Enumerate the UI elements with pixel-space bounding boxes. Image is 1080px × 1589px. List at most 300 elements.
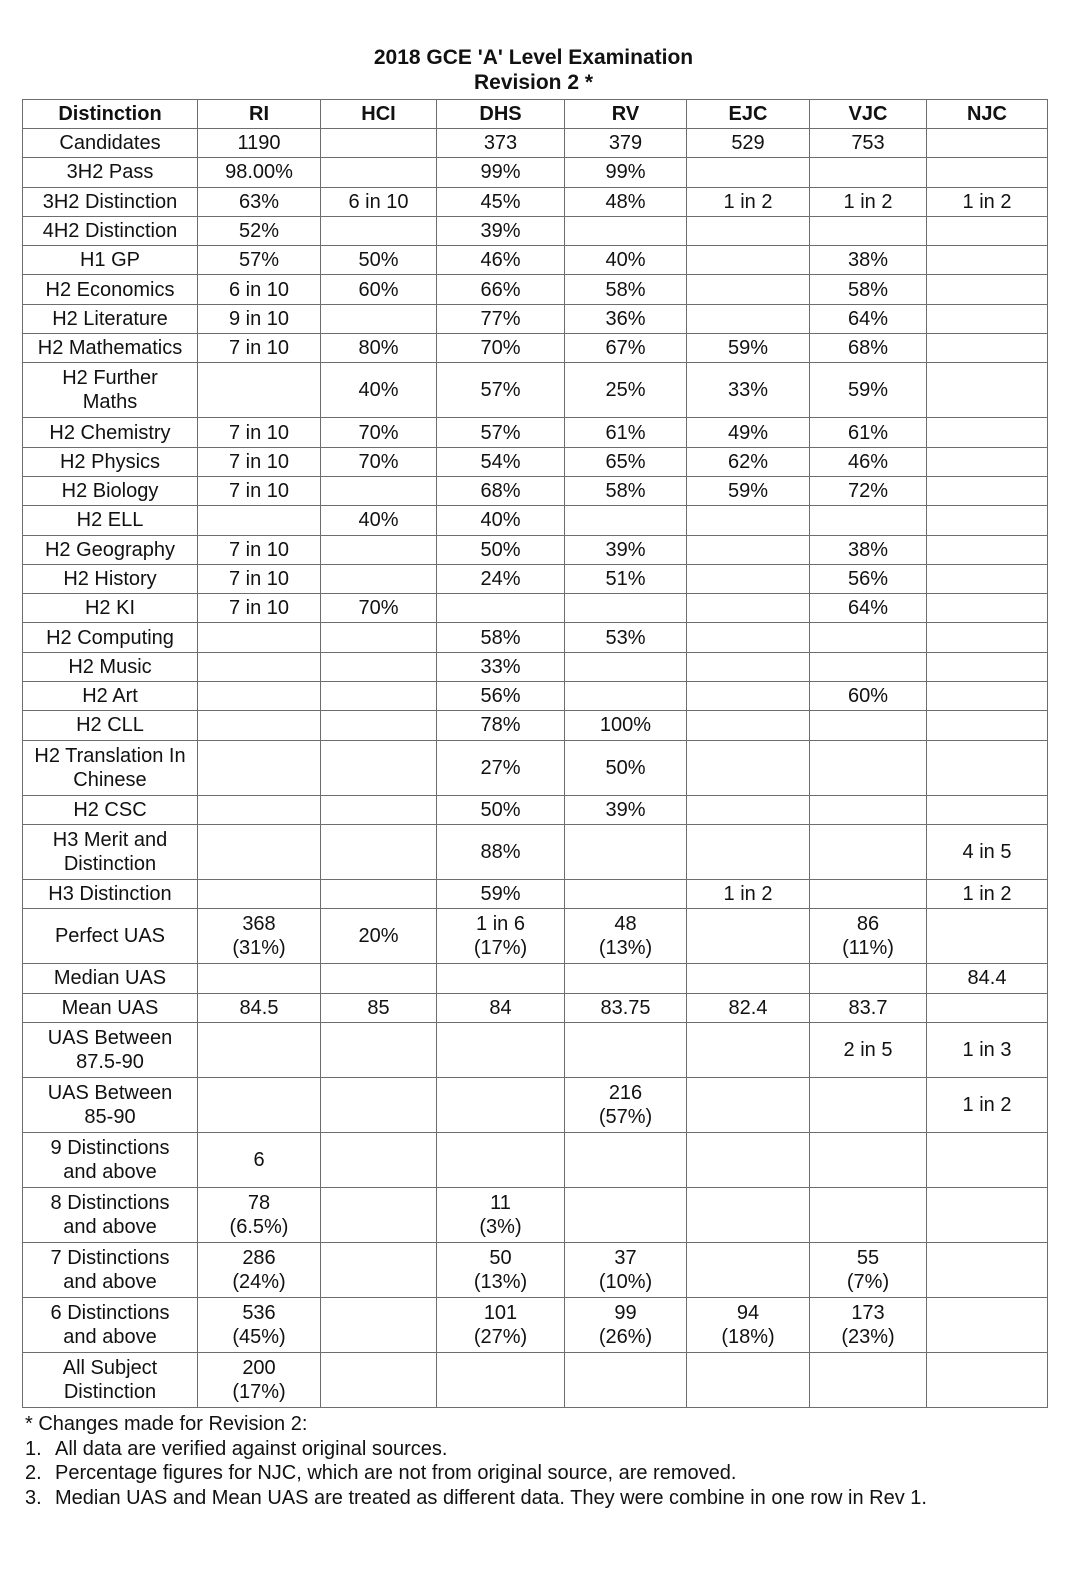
cell-vjc [810, 652, 927, 681]
cell-hci [321, 564, 437, 593]
cell-ri: 368 (31%) [198, 909, 321, 964]
cell-rv: 61% [565, 418, 687, 447]
title-line: 2018 GCE 'A' Level Examination [373, 46, 694, 69]
cell-ri [198, 363, 321, 418]
cell-ri: 7 in 10 [198, 334, 321, 363]
cell-dhs: 46% [437, 246, 565, 275]
column-header-distinction: Distinction [23, 100, 198, 129]
cell-ri: 286 (24%) [198, 1242, 321, 1297]
cell-vjc: 68% [810, 334, 927, 363]
cell-njc [927, 1242, 1048, 1297]
cell-dhs: 50% [437, 795, 565, 824]
note-item [25, 1486, 1065, 1511]
cell-vjc: 72% [810, 476, 927, 505]
cell-rv: 379 [565, 129, 687, 158]
cell-dhs: 54% [437, 447, 565, 476]
row-label-cell: H2 Translation In Chinese [23, 740, 198, 795]
cell-njc [927, 1352, 1048, 1407]
cell-njc [927, 418, 1048, 447]
cell-hci [321, 1022, 437, 1077]
cell-rv: 58% [565, 275, 687, 304]
table-row [23, 1077, 1048, 1132]
cell-vjc [810, 824, 927, 879]
cell-njc [927, 682, 1048, 711]
cell-ejc [687, 652, 810, 681]
cell-hci [321, 1297, 437, 1352]
table-row [23, 909, 1048, 964]
cell-ejc: 62% [687, 447, 810, 476]
cell-vjc [810, 711, 927, 740]
cell-vjc: 60% [810, 682, 927, 711]
row-label-cell: H2 Computing [23, 623, 198, 652]
cell-ejc [687, 909, 810, 964]
cell-njc [927, 447, 1048, 476]
table-row [23, 447, 1048, 476]
cell-dhs: 101 (27%) [437, 1297, 565, 1352]
table-row [23, 594, 1048, 623]
cell-dhs: 57% [437, 418, 565, 447]
cell-dhs: 24% [437, 564, 565, 593]
row-label-cell: H1 GP [23, 246, 198, 275]
table-row [23, 129, 1048, 158]
cell-dhs: 58% [437, 623, 565, 652]
cell-njc [927, 363, 1048, 418]
cell-ejc [687, 158, 810, 187]
cell-njc [927, 535, 1048, 564]
table-row [23, 418, 1048, 447]
cell-rv [565, 506, 687, 535]
cell-dhs: 373 [437, 129, 565, 158]
cell-ri [198, 1022, 321, 1077]
cell-hci: 20% [321, 909, 437, 964]
cell-hci [321, 879, 437, 908]
cell-ejc: 1 in 2 [687, 187, 810, 216]
row-label-cell: H2 KI [23, 594, 198, 623]
cell-rv: 25% [565, 363, 687, 418]
cell-rv [565, 1187, 687, 1242]
cell-njc [927, 993, 1048, 1022]
cell-hci [321, 535, 437, 564]
cell-hci [321, 1187, 437, 1242]
subtitle-line: Revision 2 * [473, 71, 594, 94]
cell-ri: 98.00% [198, 158, 321, 187]
row-label-cell: H2 Literature [23, 304, 198, 333]
cell-ri [198, 824, 321, 879]
cell-vjc: 55 (7%) [810, 1242, 927, 1297]
cell-rv: 53% [565, 623, 687, 652]
cell-dhs: 45% [437, 187, 565, 216]
cell-rv: 51% [565, 564, 687, 593]
table-row [23, 275, 1048, 304]
cell-vjc [810, 740, 927, 795]
cell-ejc [687, 275, 810, 304]
cell-dhs: 40% [437, 506, 565, 535]
cell-ri: 63% [198, 187, 321, 216]
row-label-cell: H2 Economics [23, 275, 198, 304]
cell-ri: 7 in 10 [198, 447, 321, 476]
cell-njc: 1 in 2 [927, 879, 1048, 908]
cell-vjc [810, 795, 927, 824]
cell-njc [927, 1297, 1048, 1352]
cell-hci: 85 [321, 993, 437, 1022]
cell-dhs: 50 (13%) [437, 1242, 565, 1297]
table-row [23, 711, 1048, 740]
table-row [23, 682, 1048, 711]
cell-hci [321, 623, 437, 652]
cell-njc [927, 129, 1048, 158]
table-row [23, 158, 1048, 187]
cell-vjc: 46% [810, 447, 927, 476]
cell-njc [927, 564, 1048, 593]
cell-rv [565, 1132, 687, 1187]
table-row [23, 363, 1048, 418]
table-row [23, 879, 1048, 908]
cell-ejc [687, 623, 810, 652]
cell-ejc [687, 1352, 810, 1407]
cell-njc [927, 909, 1048, 964]
cell-dhs: 33% [437, 652, 565, 681]
table-row [23, 964, 1048, 993]
cell-ri: 536 (45%) [198, 1297, 321, 1352]
cell-vjc: 38% [810, 246, 927, 275]
column-header-ejc: EJC [687, 100, 810, 129]
row-label-cell: UAS Between 85-90 [23, 1077, 198, 1132]
column-header-vjc: VJC [810, 100, 927, 129]
cell-njc: 1 in 3 [927, 1022, 1048, 1077]
cell-ejc [687, 964, 810, 993]
cell-ri [198, 1077, 321, 1132]
column-header-ri: RI [198, 100, 321, 129]
cell-hci [321, 1077, 437, 1132]
cell-vjc: 1 in 2 [810, 187, 927, 216]
cell-hci [321, 216, 437, 245]
cell-rv: 58% [565, 476, 687, 505]
cell-njc [927, 594, 1048, 623]
cell-njc: 4 in 5 [927, 824, 1048, 879]
document-title [0, 45, 1067, 95]
cell-vjc: 173 (23%) [810, 1297, 927, 1352]
row-label-cell: Mean UAS [23, 993, 198, 1022]
cell-rv [565, 682, 687, 711]
cell-hci [321, 1132, 437, 1187]
table-row [23, 795, 1048, 824]
row-label-cell: All Subject Distinction [23, 1352, 198, 1407]
cell-ejc [687, 564, 810, 593]
cell-njc [927, 652, 1048, 681]
cell-ejc [687, 535, 810, 564]
cell-ejc [687, 824, 810, 879]
row-label-cell: H3 Distinction [23, 879, 198, 908]
cell-vjc [810, 1132, 927, 1187]
cell-ejc: 59% [687, 476, 810, 505]
row-label-cell: H2 CLL [23, 711, 198, 740]
note-text: Percentage figures for NJC, which are not from original source, are removed. [55, 1462, 737, 1484]
cell-ri [198, 506, 321, 535]
cell-vjc [810, 964, 927, 993]
cell-vjc: 86 (11%) [810, 909, 927, 964]
cell-ejc [687, 506, 810, 535]
cell-njc [927, 275, 1048, 304]
cell-rv [565, 652, 687, 681]
cell-hci [321, 740, 437, 795]
cell-dhs [437, 1022, 565, 1077]
cell-njc [927, 476, 1048, 505]
cell-ejc [687, 216, 810, 245]
row-label-cell: H2 Physics [23, 447, 198, 476]
cell-ri: 200 (17%) [198, 1352, 321, 1407]
note-number: 2. [25, 1462, 42, 1484]
note-text: Median UAS and Mean UAS are treated as different data. They were combine in one row in Rev 1. [55, 1486, 927, 1509]
cell-dhs [437, 1077, 565, 1132]
cell-njc: 1 in 2 [927, 1077, 1048, 1132]
cell-njc [927, 740, 1048, 795]
table-row [23, 740, 1048, 795]
cell-njc [927, 1187, 1048, 1242]
cell-dhs: 99% [437, 158, 565, 187]
cell-hci: 70% [321, 594, 437, 623]
cell-rv [565, 594, 687, 623]
row-label-cell: H2 Mathematics [23, 334, 198, 363]
row-label-cell: H2 Geography [23, 535, 198, 564]
row-label-cell: UAS Between 87.5-90 [23, 1022, 198, 1077]
cell-ri [198, 964, 321, 993]
cell-njc: 84.4 [927, 964, 1048, 993]
cell-njc [927, 711, 1048, 740]
row-label-cell: 7 Distinctions and above [23, 1242, 198, 1297]
cell-dhs [437, 964, 565, 993]
note-number: 3. [25, 1486, 42, 1509]
cell-rv: 99 (26%) [565, 1297, 687, 1352]
cell-ri: 84.5 [198, 993, 321, 1022]
row-label-cell: H2 ELL [23, 506, 198, 535]
row-label-cell: 8 Distinctions and above [23, 1187, 198, 1242]
table-row [23, 564, 1048, 593]
table-row [23, 652, 1048, 681]
cell-hci [321, 129, 437, 158]
cell-ejc [687, 594, 810, 623]
cell-ri: 7 in 10 [198, 535, 321, 564]
notes-heading: * Changes made for Revision 2: [25, 1413, 308, 1435]
cell-rv: 39% [565, 795, 687, 824]
row-label-cell: H3 Merit and Distinction [23, 824, 198, 879]
cell-ri: 7 in 10 [198, 476, 321, 505]
cell-hci [321, 1352, 437, 1407]
cell-rv: 48 (13%) [565, 909, 687, 964]
note-item [25, 1437, 1065, 1462]
cell-njc [927, 795, 1048, 824]
cell-ri: 7 in 10 [198, 594, 321, 623]
cell-vjc [810, 1352, 927, 1407]
table-row [23, 1132, 1048, 1187]
row-label-cell: 6 Distinctions and above [23, 1297, 198, 1352]
cell-hci [321, 476, 437, 505]
cell-ejc [687, 246, 810, 275]
cell-rv [565, 824, 687, 879]
cell-njc [927, 506, 1048, 535]
cell-vjc: 38% [810, 535, 927, 564]
row-label-cell: 9 Distinctions and above [23, 1132, 198, 1187]
table-row [23, 623, 1048, 652]
cell-ri [198, 711, 321, 740]
table-row [23, 476, 1048, 505]
cell-dhs: 68% [437, 476, 565, 505]
table-row [23, 535, 1048, 564]
table-row [23, 1242, 1048, 1297]
cell-vjc: 64% [810, 594, 927, 623]
cell-dhs: 59% [437, 879, 565, 908]
column-header-njc: NJC [927, 100, 1048, 129]
cell-hci: 80% [321, 334, 437, 363]
cell-rv: 37 (10%) [565, 1242, 687, 1297]
cell-ejc: 1 in 2 [687, 879, 810, 908]
cell-rv: 216 (57%) [565, 1077, 687, 1132]
cell-rv: 83.75 [565, 993, 687, 1022]
cell-ri: 7 in 10 [198, 564, 321, 593]
cell-hci [321, 304, 437, 333]
cell-rv [565, 879, 687, 908]
cell-ejc [687, 1132, 810, 1187]
cell-dhs: 57% [437, 363, 565, 418]
cell-ejc: 82.4 [687, 993, 810, 1022]
cell-ri: 57% [198, 246, 321, 275]
cell-ri: 6 in 10 [198, 275, 321, 304]
cell-hci [321, 711, 437, 740]
cell-hci [321, 158, 437, 187]
note-number: 1. [25, 1437, 42, 1460]
cell-rv [565, 1352, 687, 1407]
cell-vjc [810, 623, 927, 652]
row-label-cell: 4H2 Distinction [23, 216, 198, 245]
cell-rv [565, 1022, 687, 1077]
cell-rv: 99% [565, 158, 687, 187]
cell-njc [927, 1132, 1048, 1187]
cell-ri: 7 in 10 [198, 418, 321, 447]
cell-ri [198, 740, 321, 795]
cell-ejc [687, 1077, 810, 1132]
cell-vjc: 61% [810, 418, 927, 447]
cell-ejc [687, 1187, 810, 1242]
note-item [25, 1461, 1065, 1486]
table-row [23, 506, 1048, 535]
cell-vjc: 83.7 [810, 993, 927, 1022]
row-label-cell: H2 Chemistry [23, 418, 198, 447]
cell-ri: 9 in 10 [198, 304, 321, 333]
table-header-row [23, 100, 1048, 129]
cell-dhs: 56% [437, 682, 565, 711]
cell-vjc: 59% [810, 363, 927, 418]
table-row [23, 246, 1048, 275]
table-row [23, 824, 1048, 879]
table-row [23, 1297, 1048, 1352]
cell-vjc: 56% [810, 564, 927, 593]
cell-hci: 60% [321, 275, 437, 304]
table-row [23, 304, 1048, 333]
results-table [22, 99, 1048, 1408]
cell-ri: 52% [198, 216, 321, 245]
cell-ejc: 94 (18%) [687, 1297, 810, 1352]
cell-dhs: 78% [437, 711, 565, 740]
cell-njc [927, 158, 1048, 187]
cell-ejc [687, 740, 810, 795]
cell-hci [321, 964, 437, 993]
cell-rv: 65% [565, 447, 687, 476]
cell-vjc [810, 506, 927, 535]
row-label-cell: Perfect UAS [23, 909, 198, 964]
table-body [23, 129, 1048, 1408]
row-label-cell: H2 Art [23, 682, 198, 711]
row-label-cell: H2 Biology [23, 476, 198, 505]
column-header-rv: RV [565, 100, 687, 129]
cell-ejc [687, 795, 810, 824]
cell-rv: 50% [565, 740, 687, 795]
cell-vjc [810, 879, 927, 908]
revision-notes [25, 1412, 1065, 1510]
cell-ri: 78 (6.5%) [198, 1187, 321, 1242]
cell-njc [927, 334, 1048, 363]
cell-vjc [810, 1077, 927, 1132]
cell-dhs: 88% [437, 824, 565, 879]
cell-ejc: 33% [687, 363, 810, 418]
cell-rv [565, 216, 687, 245]
cell-rv: 67% [565, 334, 687, 363]
table-row [23, 216, 1048, 245]
cell-dhs: 11 (3%) [437, 1187, 565, 1242]
cell-ejc [687, 682, 810, 711]
cell-ri [198, 682, 321, 711]
cell-hci: 70% [321, 418, 437, 447]
row-label-cell: Candidates [23, 129, 198, 158]
table-row [23, 993, 1048, 1022]
cell-rv: 48% [565, 187, 687, 216]
note-text: All data are verified against original sources. [55, 1437, 448, 1460]
cell-hci [321, 795, 437, 824]
cell-hci: 70% [321, 447, 437, 476]
table-row [23, 1022, 1048, 1077]
cell-dhs: 27% [437, 740, 565, 795]
cell-rv [565, 964, 687, 993]
cell-ri: 1190 [198, 129, 321, 158]
cell-hci: 50% [321, 246, 437, 275]
cell-vjc: 64% [810, 304, 927, 333]
cell-ri [198, 795, 321, 824]
cell-hci: 40% [321, 506, 437, 535]
cell-rv: 100% [565, 711, 687, 740]
row-label-cell: Median UAS [23, 964, 198, 993]
cell-ejc [687, 1022, 810, 1077]
cell-hci: 6 in 10 [321, 187, 437, 216]
row-label-cell: 3H2 Pass [23, 158, 198, 187]
cell-dhs: 77% [437, 304, 565, 333]
cell-dhs: 50% [437, 535, 565, 564]
cell-vjc [810, 158, 927, 187]
cell-ejc: 59% [687, 334, 810, 363]
cell-dhs [437, 1132, 565, 1187]
cell-dhs [437, 594, 565, 623]
cell-hci [321, 682, 437, 711]
cell-njc: 1 in 2 [927, 187, 1048, 216]
row-label-cell: H2 CSC [23, 795, 198, 824]
cell-hci [321, 652, 437, 681]
row-label-cell: H2 History [23, 564, 198, 593]
cell-vjc: 753 [810, 129, 927, 158]
cell-dhs [437, 1352, 565, 1407]
cell-vjc [810, 1187, 927, 1242]
cell-rv: 36% [565, 304, 687, 333]
cell-ejc [687, 711, 810, 740]
cell-dhs: 70% [437, 334, 565, 363]
cell-ejc: 529 [687, 129, 810, 158]
cell-hci: 40% [321, 363, 437, 418]
